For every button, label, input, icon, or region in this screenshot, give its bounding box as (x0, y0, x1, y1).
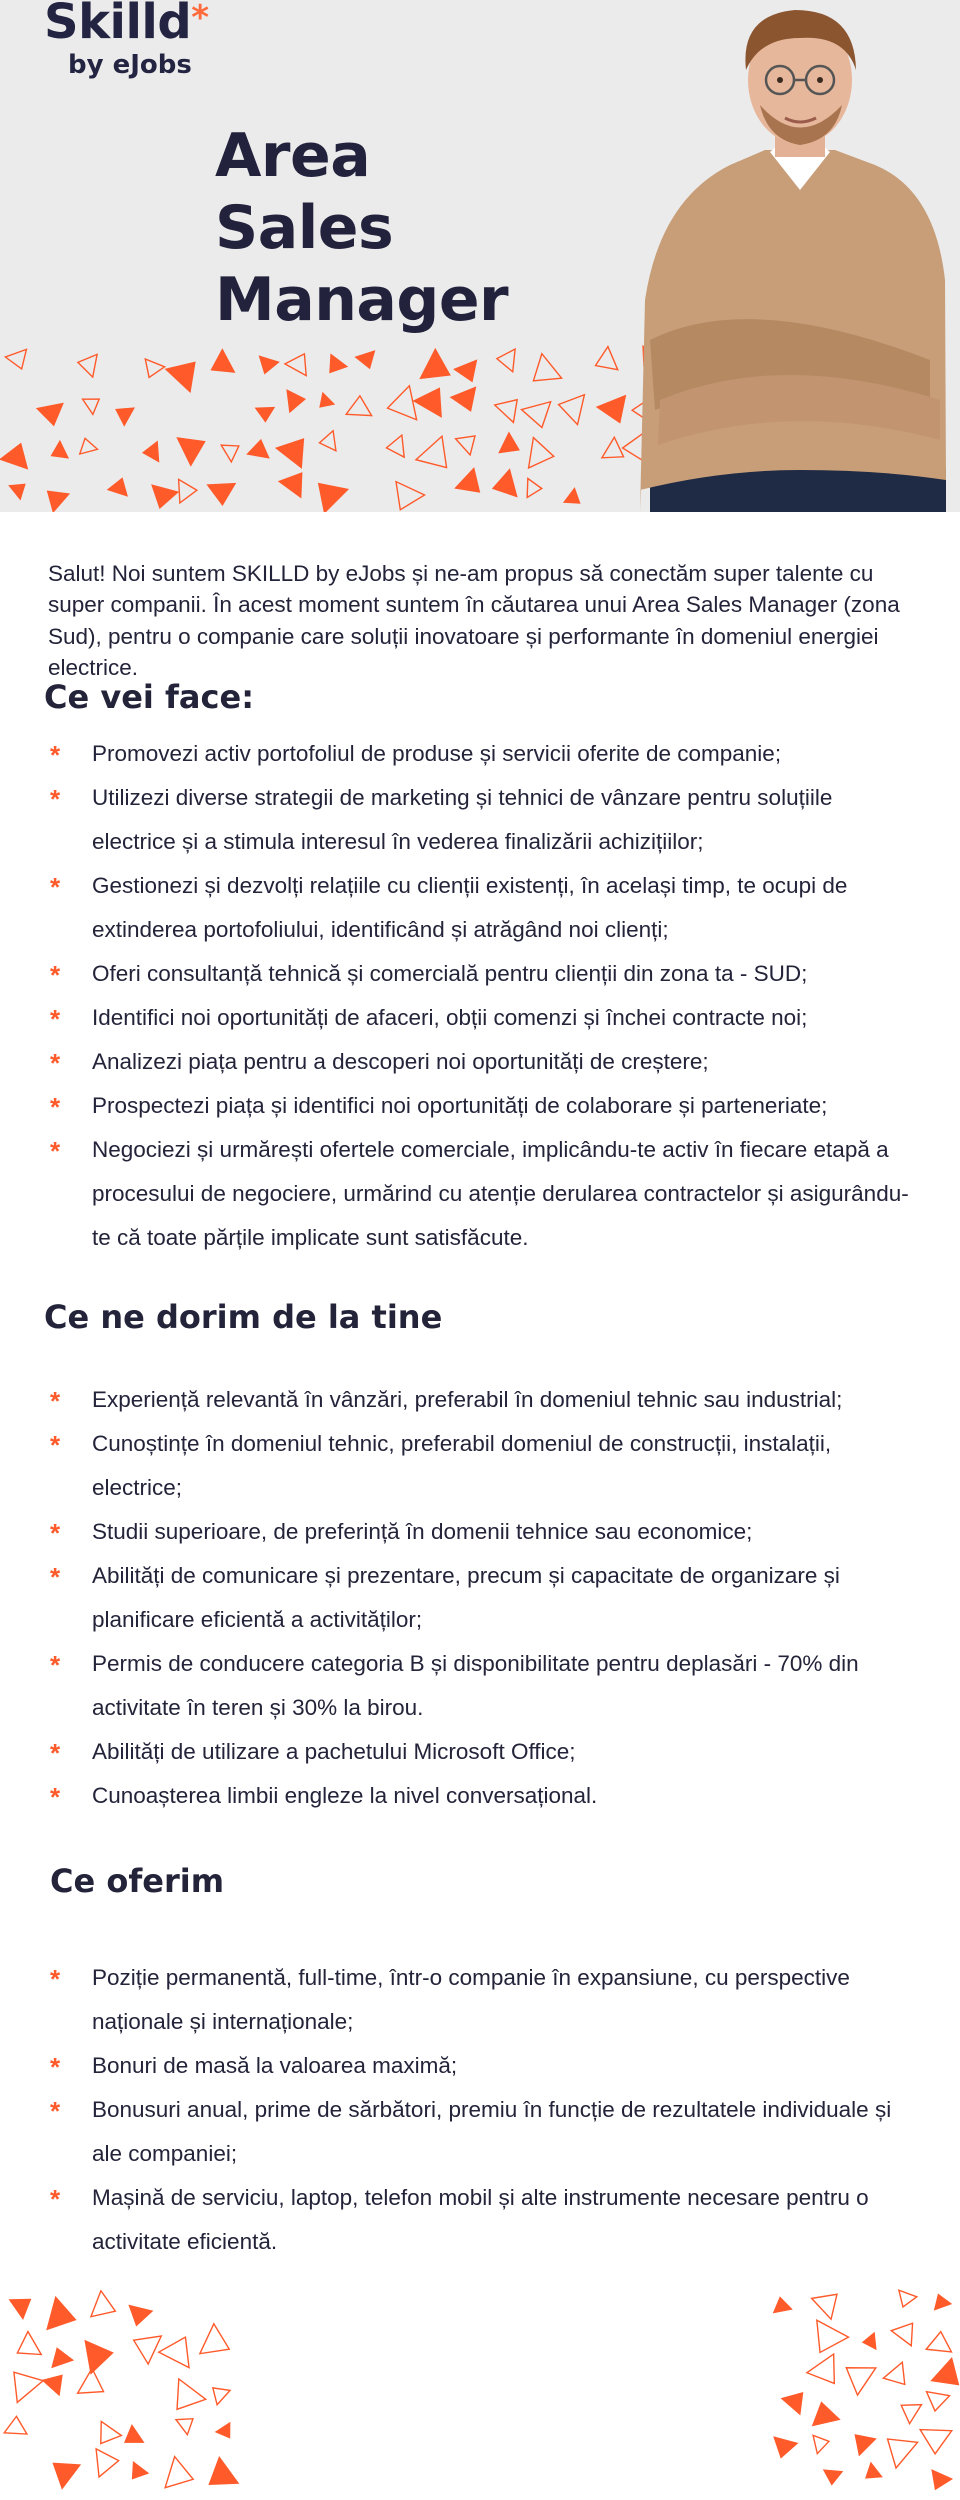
triangle-shape (924, 2469, 953, 2495)
triangle-shape (159, 2329, 201, 2367)
hero-banner (0, 0, 960, 512)
triangle-shape (286, 387, 307, 413)
triangle-shape (91, 2421, 122, 2450)
triangle-shape (275, 428, 318, 469)
triangle-shape (770, 2436, 798, 2462)
triangle-shape (804, 2320, 848, 2361)
triangle-shape (96, 2447, 120, 2477)
triangle-shape (488, 468, 518, 503)
triangle-shape (206, 483, 237, 507)
triangle-shape (555, 390, 584, 425)
triangle-pattern-bottom-left (0, 2290, 240, 2490)
triangle-shape (1, 2361, 43, 2402)
logo-wordmark: Skilld (44, 0, 192, 50)
triangle-shape (8, 476, 32, 500)
triangle-shape (313, 392, 335, 414)
triangle-shape (521, 402, 556, 432)
triangle-shape (255, 407, 276, 423)
list-item: * Gestionezi și dezvolți relațiile cu clienții existenți, în același timp, te ocupi de extinderea portofoliului, identificând și atrăgând noi clienți; (0, 864, 960, 952)
triangle-shape (453, 359, 485, 387)
triangle-shape (5, 349, 32, 372)
triangle-shape (84, 2335, 117, 2375)
triangle-shape (91, 2291, 120, 2324)
triangle-pattern (0, 345, 660, 512)
section-heading-requirements: Ce ne dorim de la tine (44, 1298, 443, 1336)
triangle-shape (76, 436, 97, 454)
triangle-shape (285, 348, 315, 376)
asterisk-bullet-icon: * (50, 872, 61, 902)
triangle-shape (141, 440, 159, 463)
triangle-shape (813, 2432, 831, 2453)
triangle-shape (246, 437, 273, 459)
job-title-line: Area (215, 121, 371, 191)
triangle-shape (923, 2392, 949, 2413)
triangle-shape (139, 359, 164, 381)
triangle-shape (145, 484, 179, 512)
triangle-shape (895, 2396, 921, 2424)
triangle-shape (198, 2456, 239, 2490)
asterisk-bullet-icon: * (50, 784, 61, 814)
triangle-shape (926, 2330, 953, 2352)
triangle-shape (4, 2416, 28, 2434)
asterisk-bullet-icon: * (50, 1650, 61, 1680)
triangle-shape (9, 2290, 39, 2320)
asterisk-bullet-icon: * (50, 1092, 61, 1122)
triangle-shape (495, 391, 527, 422)
triangle-shape (450, 386, 485, 417)
asterisk-bullet-icon: * (50, 2052, 61, 2082)
triangle-shape (76, 351, 97, 377)
triangle-shape (204, 348, 236, 382)
triangle-shape (821, 2469, 843, 2486)
job-title-line: Manager (215, 265, 509, 335)
triangle-shape (254, 355, 280, 377)
list-item: * Cunoașterea limbii engleze la nivel conversațional. (0, 1774, 960, 1818)
list-item: * Studii superioare, de preferință în domenii tehnice sau economice; (0, 1510, 960, 1554)
triangle-shape (36, 403, 68, 429)
triangle-shape (165, 349, 209, 393)
person-photo (630, 0, 960, 512)
triangle-shape (894, 2290, 917, 2310)
asterisk-bullet-icon: * (50, 740, 61, 770)
triangle-shape (524, 354, 562, 393)
triangle-shape (384, 386, 417, 425)
section-heading-offer: Ce oferim (50, 1862, 225, 1900)
triangle-shape (416, 436, 460, 479)
triangle-shape (837, 2354, 876, 2395)
triangle-shape (919, 2430, 951, 2455)
triangle-shape (930, 2357, 960, 2398)
asterisk-bullet-icon: * (50, 960, 61, 990)
triangle-shape (78, 2368, 111, 2404)
triangle-shape (591, 347, 618, 377)
triangle-shape (891, 2316, 922, 2346)
triangle-shape (46, 440, 69, 466)
triangle-shape (165, 2457, 198, 2490)
job-title-line: Sales (215, 193, 394, 263)
triangle-shape (454, 467, 490, 503)
triangle-shape (206, 2381, 230, 2405)
list-item: * Abilități de comunicare și prezentare, precum și capacitate de organizare și planificare eficientă a activităților; (0, 1554, 960, 1642)
triangle-shape (110, 399, 135, 426)
asterisk-bullet-icon: * (50, 1964, 61, 1994)
triangle-shape (498, 431, 525, 461)
triangle-shape (127, 2326, 161, 2364)
triangle-shape (221, 438, 244, 462)
triangle-shape (781, 2383, 814, 2415)
asterisk-bullet-icon: * (50, 1136, 61, 1166)
asterisk-bullet-icon: * (50, 1048, 61, 1078)
triangle-shape (318, 431, 336, 453)
list-item: * Permis de conducere categoria B și disponibilitate pentru deplasări - 70% din activitate în teren și 30% la birou. (0, 1642, 960, 1730)
list-item: * Abilități de utilizare a pachetului Microsoft Office; (0, 1730, 960, 1774)
list-item: * Utilizezi diverse strategii de marketing și tehnici de vânzare pentru soluțiile electrice și a stimula interesul în vederea finalizării achizițiilor; (0, 776, 960, 864)
asterisk-bullet-icon: * (50, 1430, 61, 1460)
triangle-shape (529, 438, 557, 472)
triangle-shape (413, 379, 455, 418)
triangle-shape (124, 2461, 150, 2486)
triangle-shape (883, 2362, 914, 2392)
triangle-shape (176, 2411, 199, 2435)
asterisk-bullet-icon: * (50, 2184, 61, 2214)
triangle-shape (43, 2450, 81, 2490)
logo-star-icon: * (191, 0, 209, 38)
triangle-shape (200, 2324, 236, 2364)
triangle-shape (419, 348, 458, 391)
triangle-shape (320, 353, 348, 380)
requirements-list (0, 1378, 960, 1818)
triangle-shape (807, 2398, 841, 2426)
triangle-shape (346, 395, 372, 415)
asterisk-bullet-icon: * (50, 1562, 61, 1592)
list-item: * Identifici noi oportunități de afaceri, obții comenzi și închei contracte noi; (0, 996, 960, 1040)
asterisk-bullet-icon: * (50, 2096, 61, 2126)
triangle-shape (929, 2290, 952, 2310)
list-item: * Mașină de serviciu, laptop, telefon mobil și alte instrumente necesare pentru o activitate eficientă. (0, 2176, 960, 2264)
list-item: * Cunoștințe în domeniul tehnic, preferabil domeniul de construcții, instalații, electrice; (0, 1422, 960, 1510)
triangle-shape (176, 426, 213, 466)
triangle-shape (124, 2305, 154, 2330)
triangle-shape (496, 347, 515, 372)
triangle-shape (812, 2285, 847, 2319)
triangle-shape (861, 2332, 877, 2352)
triangle-shape (877, 2426, 918, 2468)
skilld-logo (44, 0, 209, 80)
triangle-shape (278, 464, 314, 499)
triangle-shape (386, 482, 425, 512)
tasks-list (0, 732, 960, 1260)
triangle-shape (846, 2425, 877, 2456)
triangle-shape (45, 2343, 74, 2368)
triangle-shape (807, 2354, 848, 2393)
asterisk-bullet-icon: * (50, 1782, 61, 1812)
triangle-shape (563, 487, 587, 512)
triangle-shape (41, 2366, 71, 2396)
triangle-shape (107, 474, 133, 497)
triangle-shape (527, 478, 542, 498)
triangle-shape (859, 2462, 883, 2487)
triangle-shape (385, 435, 404, 459)
triangle-shape (83, 391, 105, 414)
triangle-shape (46, 2296, 81, 2337)
triangle-shape (38, 481, 70, 512)
asterisk-bullet-icon: * (50, 1518, 61, 1548)
list-item: * Negociezi și urmărești ofertele comerciale, implicându-te activ în fiecare etapă a procesului de negociere, urmărind cu atenție derularea contractelor și asigurându-te că toate părțile implicate sunt satisfăcute. (0, 1128, 960, 1260)
logo-subtitle: by eJobs (68, 50, 192, 80)
list-item: * Prospectezi piața și identifici noi oportunități de colaborare și parteneriate; (0, 1084, 960, 1128)
triangle-shape (118, 2424, 145, 2452)
job-title (215, 120, 508, 336)
triangle-shape (770, 2294, 793, 2313)
asterisk-bullet-icon: * (50, 1738, 61, 1768)
triangle-shape (456, 428, 483, 455)
triangle-shape (179, 478, 198, 502)
triangle-shape (602, 437, 630, 467)
list-item: * Experiență relevantă în vânzări, preferabil în domeniul tehnic sau industrial; (0, 1378, 960, 1422)
asterisk-bullet-icon: * (50, 1386, 61, 1416)
list-item: * Bonusuri anual, prime de sărbători, premiu în funcție de rezultatele individuale și ale companiei; (0, 2088, 960, 2176)
triangle-pattern-bottom-right (770, 2285, 960, 2495)
triangle-shape (215, 2422, 238, 2444)
list-item: * Analizezi piața pentru a descoperi noi oportunități de creștere; (0, 1040, 960, 1084)
list-item: * Oferi consultanță tehnică și comercială pentru clienții din zona ta - SUD; (0, 952, 960, 996)
intro-paragraph: Salut! Noi suntem SKILLD by eJobs și ne-am propus să conectăm super talente cu super companii. În acest moment suntem în căutarea unui Area Sales Manager (zona Sud), pentru o companie care soluții inovatoare și performante în domeniul energiei electrice. (48, 560, 900, 680)
list-item: * Promovezi activ portofoliul de produse și servicii oferite de companie; (0, 732, 960, 776)
triangle-shape (354, 350, 380, 373)
offer-list (0, 1956, 960, 2264)
section-heading-tasks: Ce vei face: (44, 678, 254, 716)
triangle-shape (11, 2332, 42, 2365)
list-item: * Bonuri de masă la valoarea maximă; (0, 2044, 960, 2088)
list-item: * Poziție permanentă, full-time, într-o companie în expansiune, cu perspective naționale și internaționale; (0, 1956, 960, 2044)
asterisk-bullet-icon: * (50, 1004, 61, 1034)
triangle-shape (164, 2379, 206, 2420)
triangle-shape (305, 470, 349, 512)
triangle-shape (0, 438, 36, 470)
